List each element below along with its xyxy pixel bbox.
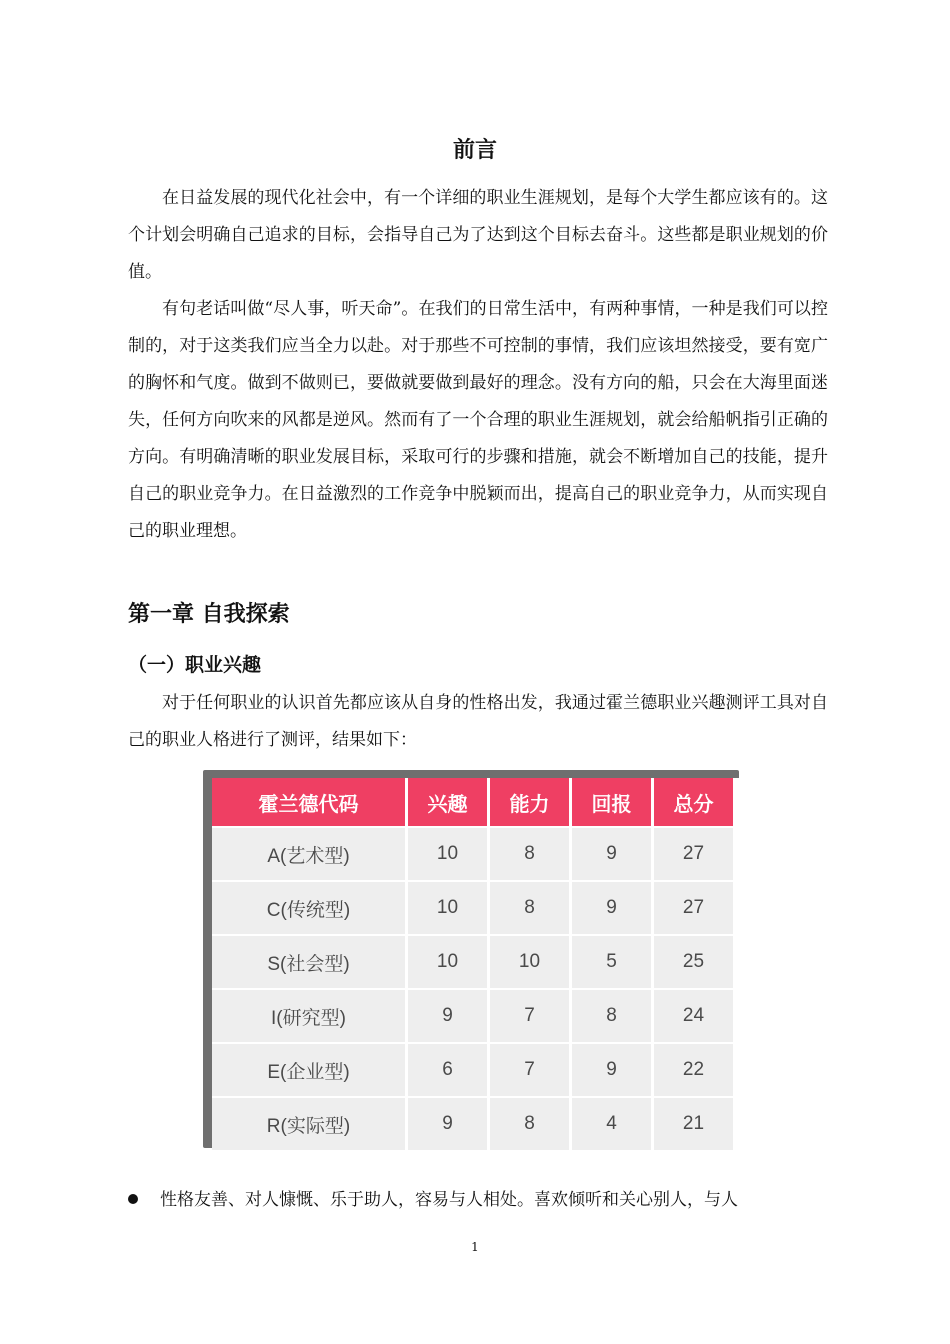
cell-interest: 6 <box>408 1044 487 1096</box>
header-reward: 回报 <box>572 778 651 826</box>
header-total: 总分 <box>654 778 733 826</box>
cell-reward: 4 <box>572 1098 651 1150</box>
cell-reward: 9 <box>572 1044 651 1096</box>
cell-code: R(实际型) <box>212 1098 405 1150</box>
table-row <box>212 936 733 988</box>
table-row <box>212 990 733 1042</box>
cell-ability: 10 <box>490 936 569 988</box>
cell-interest: 10 <box>408 936 487 988</box>
cell-code: C(传统型) <box>212 882 405 934</box>
cell-code: I(研究型) <box>212 990 405 1042</box>
cell-total: 21 <box>654 1098 733 1150</box>
header-ability: 能力 <box>490 778 569 826</box>
header-code: 霍兰德代码 <box>212 778 405 826</box>
cell-ability: 7 <box>490 990 569 1042</box>
cell-total: 27 <box>654 882 733 934</box>
cell-ability: 8 <box>490 1098 569 1150</box>
cell-total: 27 <box>654 828 733 880</box>
cell-total: 24 <box>654 990 733 1042</box>
cell-code: E(企业型) <box>212 1044 405 1096</box>
table-row <box>212 1044 733 1096</box>
table-row <box>212 882 733 934</box>
chapter-title: 第一章 自我探索 <box>128 602 290 627</box>
cell-code: S(社会型) <box>212 936 405 988</box>
cell-reward: 5 <box>572 936 651 988</box>
preface-paragraph-2: 有句老话叫做“尽人事，听天命”。在我们的日常生活中，有两种事情，一种是我们可以控制的，对于这类我们应当全力以赴。对于那些不可控制的事情，我们应该坦然接受，要有宽广的胸怀和气度。做到不做则已，要做就要做到最好的理念。没有方向的船，只会在大海里面迷失，任何方向吹来的风都是逆风。然而有了一个合理的职业生涯规划，就会给船帆指引正确的方向。有明确清晰的职业发展目标，采取可行的步骤和措施，就会不断增加自己的技能，提升自己的职业竞争力。在日益激烈的工作竞争中脱颖而出，提高自己的职业竞争力，从而实现自己的职业理想。 <box>128 299 828 541</box>
holland-table-image <box>203 770 739 1148</box>
bullet-item <box>128 1182 828 1219</box>
holland-score-table <box>209 776 736 1152</box>
header-interest: 兴趣 <box>408 778 487 826</box>
page-number: 1 <box>471 1240 479 1254</box>
preface-paragraph-1: 在日益发展的现代化社会中，有一个详细的职业生涯规划，是每个大学生都应该有的。这个计划会明确自己追求的目标，会指导自己为了达到这个目标去奋斗。这些都是职业规划的价值。 <box>128 188 828 282</box>
table-row <box>212 1098 733 1150</box>
cell-code: A(艺术型) <box>212 828 405 880</box>
cell-interest: 9 <box>408 1098 487 1150</box>
cell-total: 25 <box>654 936 733 988</box>
cell-ability: 7 <box>490 1044 569 1096</box>
bullet-dot-icon <box>128 1194 138 1204</box>
cell-interest: 10 <box>408 882 487 934</box>
cell-reward: 9 <box>572 882 651 934</box>
section-paragraph: 对于任何职业的认识首先都应该从自身的性格出发，我通过霍兰德职业兴趣测评工具对自己的职业人格进行了测评，结果如下： <box>128 693 828 750</box>
table-row <box>212 828 733 880</box>
table-header-row <box>212 778 733 826</box>
cell-interest: 9 <box>408 990 487 1042</box>
preface-title: 前言 <box>452 138 497 163</box>
bullet-text: 性格友善、对人慷慨、乐于助人，容易与人相处。喜欢倾听和关心别人，与人 <box>160 1190 738 1210</box>
cell-reward: 8 <box>572 990 651 1042</box>
cell-total: 22 <box>654 1044 733 1096</box>
cell-reward: 9 <box>572 828 651 880</box>
cell-interest: 10 <box>408 828 487 880</box>
cell-ability: 8 <box>490 882 569 934</box>
section-title: （一）职业兴趣 <box>128 654 262 676</box>
cell-ability: 8 <box>490 828 569 880</box>
